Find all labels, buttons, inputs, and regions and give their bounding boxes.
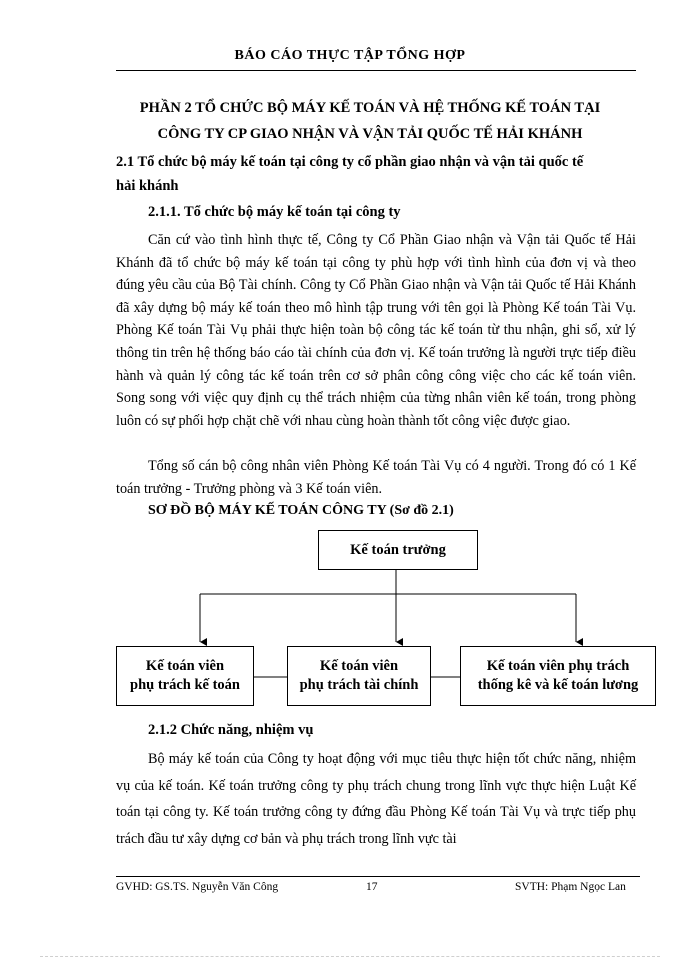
footer-supervisor: GVHD: GS.TS. Nguyễn Văn Công [116,881,279,893]
accountant-box-right-line-2: thống kê và kế toán lương [477,677,639,693]
accountant-box-left [116,646,254,706]
diagram-title: SƠ ĐỒ BỘ MÁY KẾ TOÁN CÔNG TY (Sơ đồ 2.1) [148,503,454,518]
accountant-box-left-line-1: Kế toán viên [145,658,225,674]
paragraph-2-text: Tổng số cán bộ công nhân viên Phòng Kế toán Tài Vụ có 4 người. Trong đó có 1 Kế toán trưởng - Trưởng phòng và 3 Kế toán viên. [116,458,636,497]
accountant-box-right [460,646,656,706]
accountant-box-middle [287,646,431,706]
part-title-line-2: CÔNG TY CP GIAO NHẬN VÀ VẬN TẢI QUỐC TẾ HẢI KHÁNH [157,126,583,142]
section-2-1-heading-line-1: 2.1 Tổ chức bộ máy kế toán tại công ty cổ phần giao nhận và vận tải quốc tế [116,154,584,170]
part-title-line-1: PHẦN 2 TỔ CHỨC BỘ MÁY KẾ TOÁN VÀ HỆ THỐNG KẾ TOÁN TẠI [139,100,601,116]
accountant-box-middle-line-2: phụ trách tài chính [299,677,419,693]
page-bottom-edge [40,956,660,957]
paragraph-1-text: Căn cứ vào tình hình thực tế, Công ty Cổ Phần Giao nhận và Vận tải Quốc tế Hải Khánh đã tổ chức bộ máy kế toán tại công ty phù hợp với tình hình của đơn vị và theo đúng yêu cầu của Bộ Tài chính. Công ty Cổ Phần Giao nhận và Vận tải Quốc tế Hải Khánh đã xây dựng bộ máy kế toán theo mô hình tập trung với tên gọi là Phòng Kế toán Tài Vụ. Phòng Kế toán Tài Vụ phải thực hiện toàn bộ công tác kế toán từ thu nhận, ghi sổ, xử lý thông tin trên hệ thống báo cáo tài chính của đơn vị. Kế toán trưởng là người trực tiếp điều hành và quản lý công tác kế toán trên cơ sở phân công công việc cho các kế toán viên. Song song với việc quy định cụ thể trách nhiệm của từng nhân viên kế toán, trong phòng luôn có sự phối hợp chặt chẽ với nhau cùng hoàn thành tốt công việc được giao. [116,232,636,429]
footer-student: SVTH: Phạm Ngọc Lan [515,881,626,893]
section-2-1-heading-line-2: hải khánh [116,178,179,194]
paragraph-3-text: Bộ máy kế toán của Công ty hoạt động với mục tiêu thực hiện tốt chức năng, nhiệm vụ của kế toán. Kế toán trưởng công ty phụ trách chung trong lĩnh vực thực hiện Luật Kế toán tại công ty. Kế toán trưởng công ty đứng đầu Phòng Kế toán Tài Vụ và trực tiếp phụ trách đầu tư xây dựng cơ bản và phụ trách trong lĩnh vực tài [116,751,636,847]
section-2-1-1-heading: 2.1.1. Tổ chức bộ máy kế toán tại công ty [148,204,401,220]
chief-accountant-box [318,530,478,570]
accountant-box-left-line-2: phụ trách kế toán [130,677,240,693]
accountant-box-right-line-1: Kế toán viên phụ trách [486,658,630,674]
paragraph-3 [116,746,636,852]
section-2-1-2-heading: 2.1.2 Chức năng, nhiệm vụ [148,722,314,738]
chief-accountant-label: Kế toán trưởng [350,541,446,558]
accountant-box-middle-line-1: Kế toán viên [319,658,399,674]
footer-page-number: 17 [366,881,378,893]
footer-rule [116,876,640,877]
header-title: BÁO CÁO THỰC TẬP TỔNG HỢP [234,48,466,63]
